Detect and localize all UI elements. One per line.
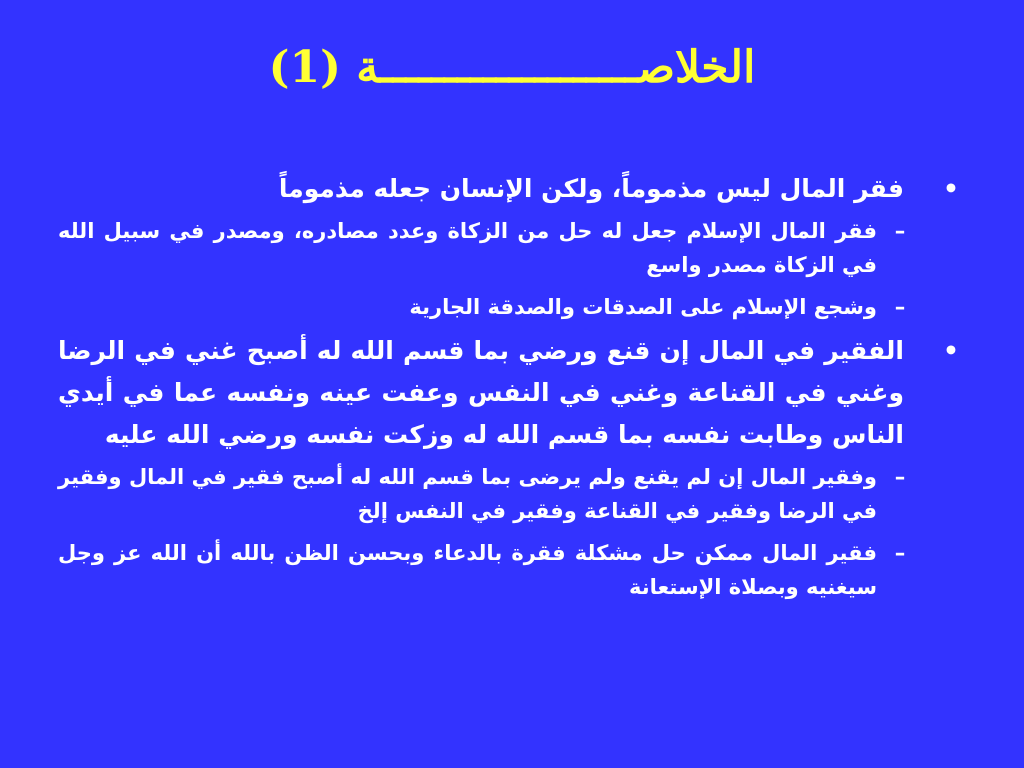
sub-item-1-2 (58, 290, 962, 324)
bullet-text-1: فقر المال ليس مذموماً، ولكن الإنسان جعله مذموماً (278, 174, 904, 203)
dash-icon: – (894, 541, 906, 565)
bullet-text-2: الفقير في المال إن قنع ورضي بما قسم الله له أصبح غني في الرضا وغني في القناعة وغني في النفس وعفت عينه ونفسه عما في أيدي الناس وطابت نفسه بما قسم الله له وزكت نفسه ورضي الله عليه (58, 336, 904, 449)
sub-text-2-1: وفقير المال إن لم يقنع ولم يرضى بما قسم الله له أصبح فقير في المال وفقير في الرضا وفقير في القناعة وفقير في النفس إلخ (58, 465, 877, 523)
dash-icon: – (894, 465, 906, 489)
sub-text-1-1: فقر المال الإسلام جعل له حل من الزكاة وعدد مصادره، ومصدر في سبيل الله في الزكاة مصدر واسع (58, 219, 877, 277)
sub-item-1-1 (58, 214, 962, 282)
bullet-item-2 (58, 330, 962, 456)
bullet-icon: • (943, 336, 959, 365)
bullet-icon: • (943, 174, 959, 203)
dash-icon: – (894, 295, 906, 319)
sub-item-2-1 (58, 460, 962, 528)
bullet-item-1 (58, 168, 962, 210)
sub-text-2-2: فقير المال ممكن حل مشكلة فقرة بالدعاء وبحسن الظن بالله أن الله عز وجل سيغنيه وبصلاة الإستعانة (58, 541, 877, 599)
slide-content (58, 168, 962, 612)
dash-icon: – (894, 219, 906, 243)
slide-title: الخلاصــــــــــــــــــــة (1) (268, 42, 756, 93)
sub-text-1-2: وشجع الإسلام على الصدقات والصدقة الجارية (409, 295, 877, 319)
sub-item-2-2 (58, 536, 962, 604)
